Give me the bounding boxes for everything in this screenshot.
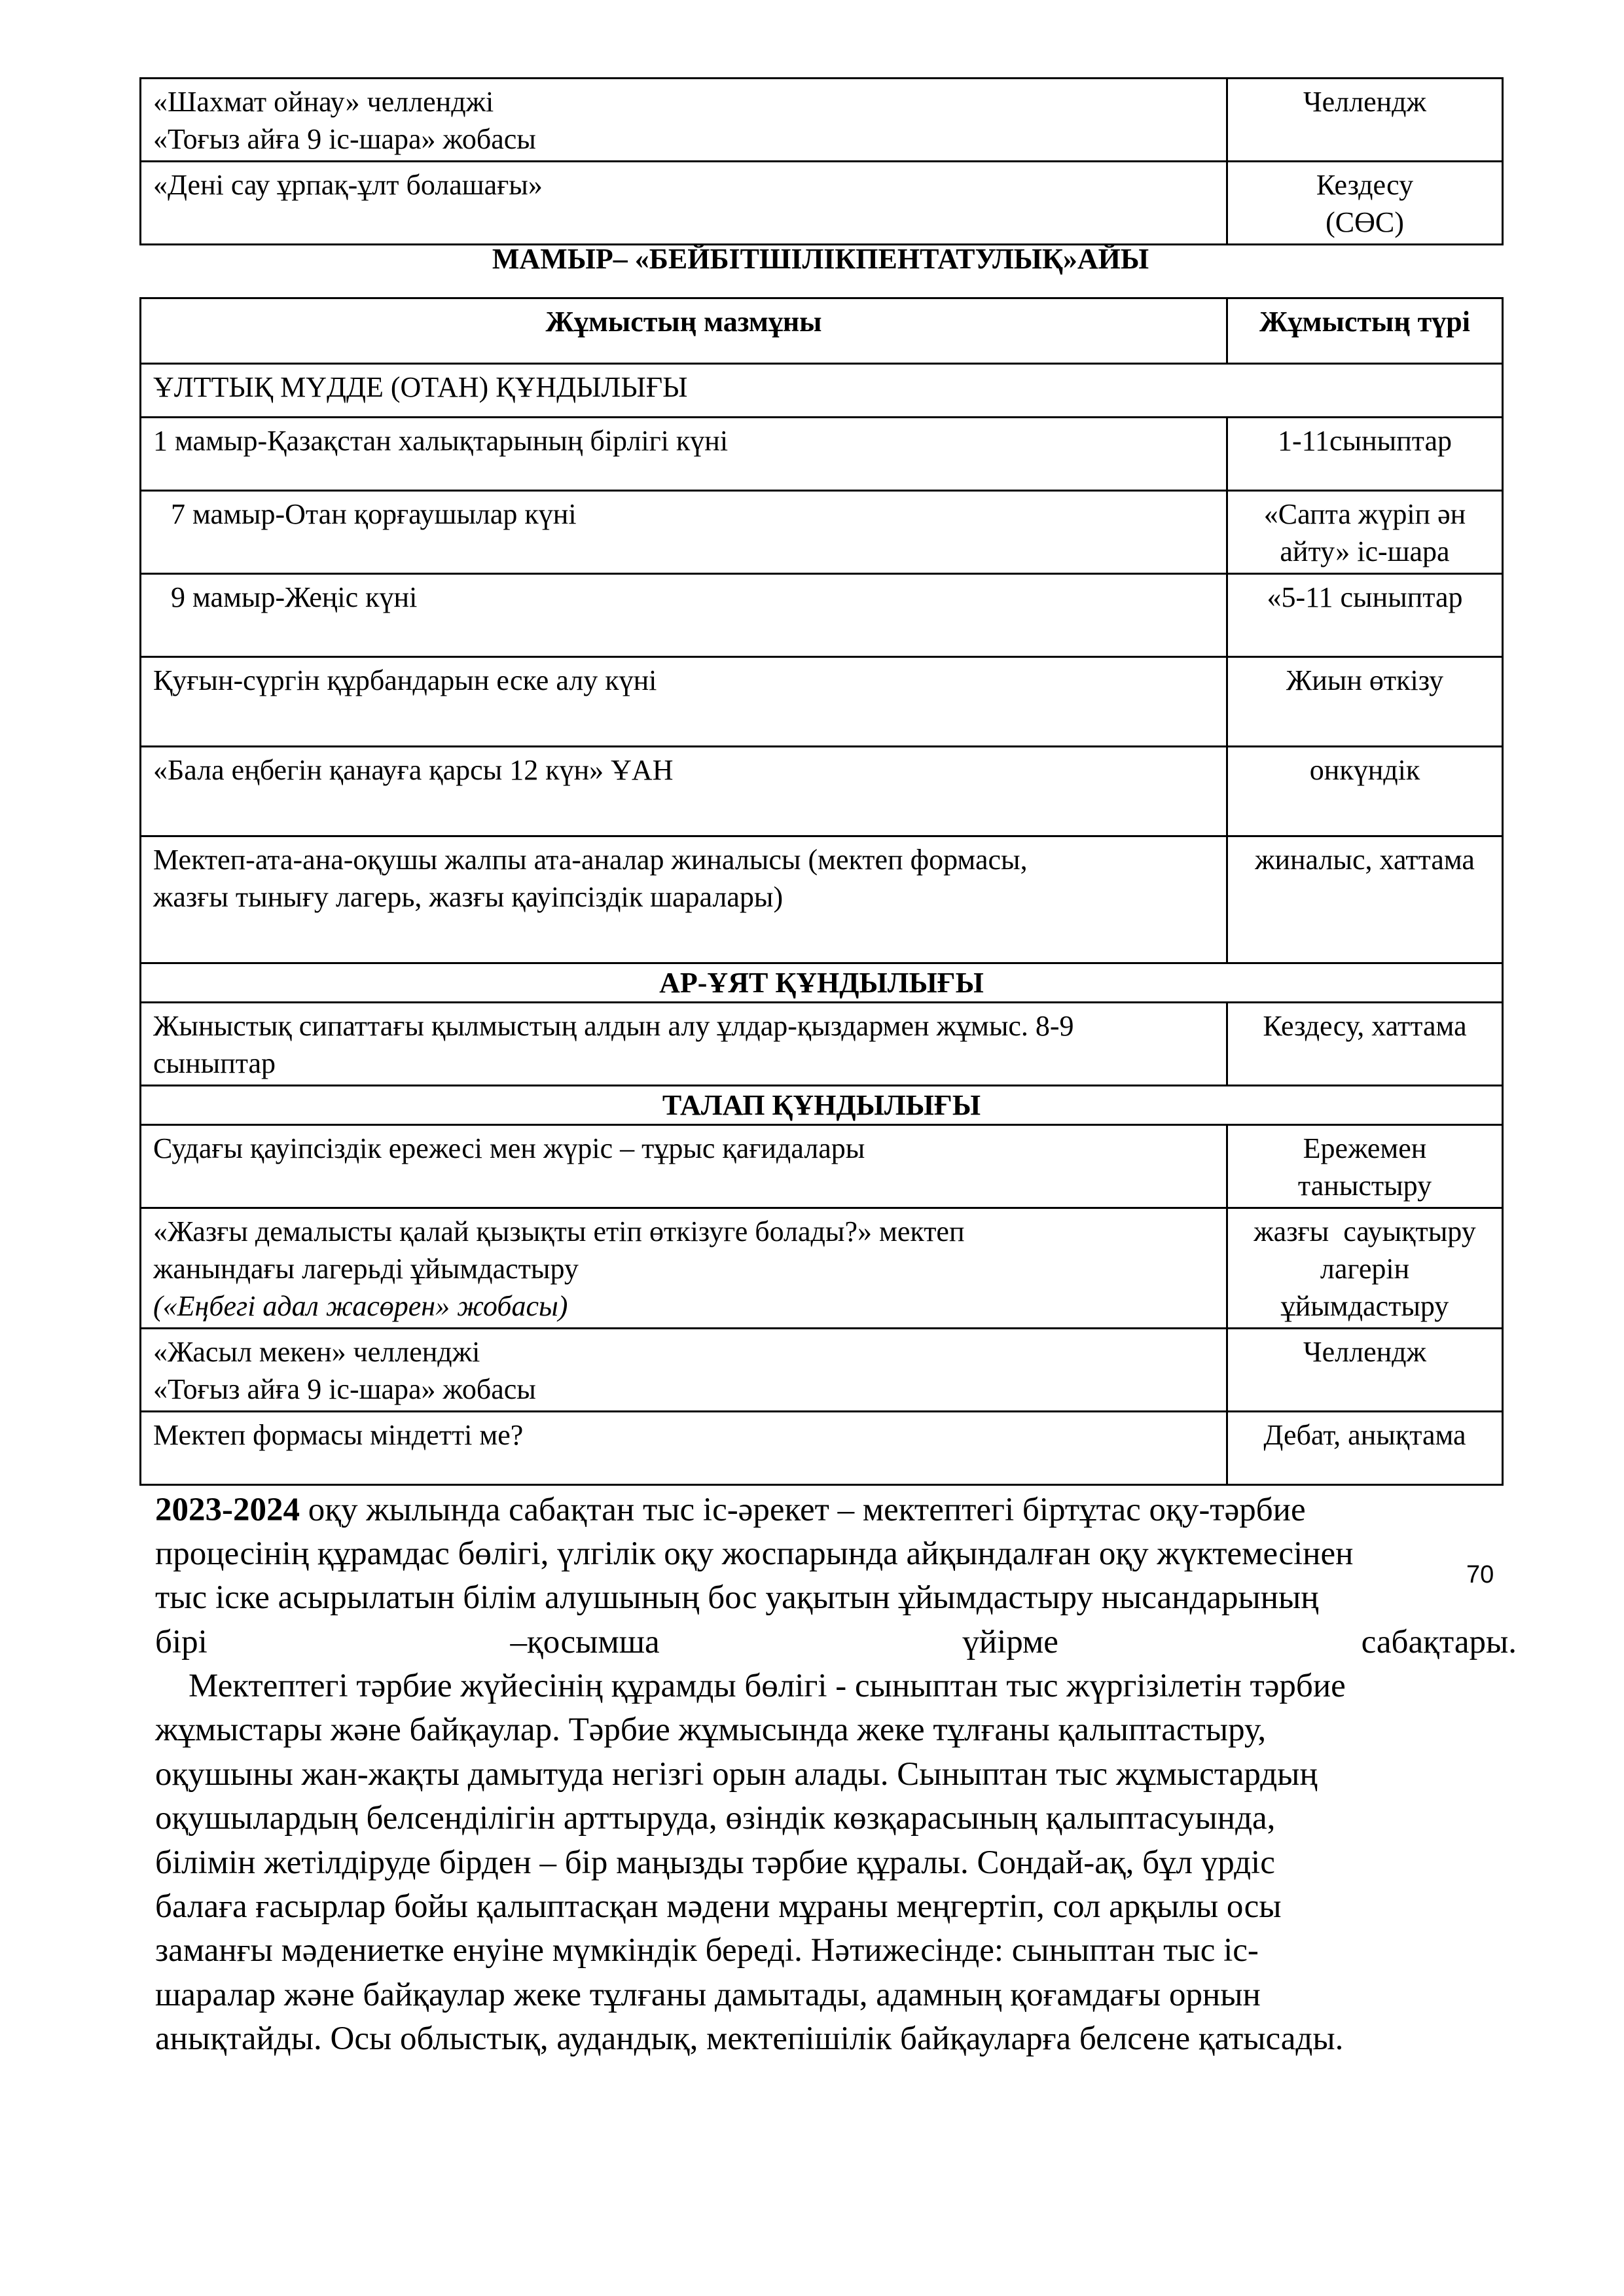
cell-line: сыныптар [153, 1047, 276, 1079]
type-cell: жиналыс, хаттама [1227, 836, 1503, 963]
paragraph-line: оқушыны жан-жақты дамытуда негізгі орын алады. Сыныптан тыс жұмыстардың [155, 1755, 1318, 1793]
content-cell [141, 1329, 1227, 1412]
section-row [141, 364, 1503, 418]
cell-line: «Дені сау ұрпақ-ұлт болашағы» [153, 169, 543, 201]
word: бірі [155, 1623, 208, 1660]
content-cell [141, 836, 1227, 963]
cell-line: айту» іс-шара [1280, 535, 1450, 567]
content-cell: 9 мамыр-Жеңіс күні [141, 574, 1227, 657]
type-cell: 1-11сыныптар [1227, 418, 1503, 491]
table-row [141, 1412, 1503, 1485]
content-cell [141, 1003, 1227, 1086]
cell-line: ұйымдастыру [1280, 1290, 1449, 1322]
cell-line: «Сапта жүріп ән [1263, 498, 1466, 530]
content-cell: Қуғын-сүргін құрбандарын еске алу күні [141, 657, 1227, 747]
table-row [141, 836, 1503, 963]
table-row [141, 1125, 1503, 1208]
table-row [141, 574, 1503, 657]
section-title-national: ҰЛТТЫҚ МҮДДЕ (ОТАН) ҚҰНДЫЛЫҒЫ [141, 364, 1503, 418]
cell-line: «Тоғыз айға 9 іс-шара» жобасы [153, 1373, 536, 1405]
cell-line: «Шахмат ойнау» челленджі [153, 86, 494, 118]
table-header-row [141, 298, 1503, 364]
paragraph-line: тыс іске асырылатын білім алушының бос уақытын ұйымдастыру нысандарының [155, 1579, 1319, 1617]
paragraph-line [155, 1488, 1517, 1532]
cell-line: Жыныстық сипаттағы қылмыстың алдын алу ұлдар-қыздармен жұмыс. 8-9 [153, 1010, 1074, 1042]
line-text: оқу жылында сабақтан тыс іс-әрекет – мектептегі біртұтас оқу-тәрбие [299, 1492, 1306, 1528]
content-cell: «Бала еңбегін қанауға қарсы 12 күн» ҰАН [141, 747, 1227, 836]
cell-line: жазғы сауықтыру [1254, 1215, 1476, 1247]
type-cell: Жиын өткізу [1227, 657, 1503, 747]
type-cell: Челлендж [1227, 1329, 1503, 1412]
content-cell [141, 162, 1227, 245]
type-cell [1227, 1208, 1503, 1329]
paragraph-line: заманғы мәдениетке енуіне мүмкіндік береді. Нәтижесінде: сыныптан тыс іс- [155, 1932, 1259, 1969]
top-table [139, 77, 1504, 245]
table-row [141, 1329, 1503, 1412]
cell-line: жазғы тынығу лагерь, жазғы қауіпсіздік шаралары) [153, 881, 784, 913]
cell-line: жанындағы лагерьді ұйымдастыру [153, 1253, 579, 1285]
type-cell [1227, 1125, 1503, 1208]
cell-line: Мектеп-ата-ана-оқушы жалпы ата-аналар жиналысы (мектеп формасы, [153, 844, 1028, 876]
table-row [141, 747, 1503, 836]
type-cell: «5-11 сыныптар [1227, 574, 1503, 657]
cell-line: «Жасыл мекен» челленджі [153, 1336, 480, 1368]
cell-line: таныстыру [1297, 1170, 1432, 1202]
paragraph-extracurricular-cont [155, 1532, 1517, 1664]
cell-line: Ережемен [1303, 1132, 1427, 1164]
section-title-honor: АР-ҰЯТ ҚҰНДЫЛЫҒЫ [141, 963, 1503, 1003]
type-cell: Кездесу, хаттама [1227, 1003, 1503, 1086]
paragraph-education-system [155, 1664, 1517, 2062]
paragraph-line: оқушылардың белсенділігін арттыруда, өзіндік көзқарасының қалыптасуында, [155, 1800, 1276, 1837]
paragraph-line: процесінің құрамдас бөлігі, үлгілік оқу жоспарында айқындалған оқу жүктемесінен [155, 1535, 1354, 1572]
table-row [141, 657, 1503, 747]
paragraph-line: шаралар және байқаулар жеке тұлғаны дамытады, адамның қоғамдағы орнын [155, 1976, 1261, 2013]
content-cell [141, 491, 1227, 574]
content-cell [141, 79, 1227, 162]
word: –қосымша [510, 1623, 660, 1660]
page-number: 70 [1466, 1561, 1494, 1588]
section-row [141, 1086, 1503, 1125]
cell-line: «Тоғыз айға 9 іс-шара» жобасы [153, 123, 536, 155]
paragraph-extracurricular [155, 1488, 1517, 1532]
paragraph-line: анықтайды. Осы облыстық, аудандық, мектепішілік байқауларға белсене қатысады. [155, 2020, 1344, 2058]
word: сабақтары. [1361, 1623, 1517, 1660]
cell-line: Кездесу [1316, 169, 1414, 201]
table-row [141, 1003, 1503, 1086]
type-cell [1227, 491, 1503, 574]
word: үйірме [962, 1623, 1058, 1660]
cell-line: (СӨС) [1326, 206, 1404, 238]
cell-line: 7 мамыр-Отан қорғаушылар күні [171, 498, 577, 530]
table-row [141, 1208, 1503, 1329]
paragraph-line: Мектептегі тәрбие жүйесінің құрамды бөлігі - сыныптан тыс жүргізілетін тәрбие [155, 1668, 1346, 1704]
table-row [141, 79, 1503, 162]
month-heading: МАМЫР– «БЕЙБІТШІЛІКПЕНТАТУЛЫҚ»АЙЫ [492, 243, 1149, 275]
paragraph-line [155, 1621, 1517, 1664]
type-cell: Дебат, анықтама [1227, 1412, 1503, 1485]
type-cell: Челлендж [1227, 79, 1503, 162]
paragraph-line: жұмыстары және байқаулар. Тәрбие жұмысында жеке тұлғаны қалыптастыру, [155, 1712, 1267, 1749]
cell-line: «Жазғы демалысты қалай қызықты етіп өткізуге болады?» мектеп [153, 1215, 965, 1247]
table-row [141, 491, 1503, 574]
table-row [141, 418, 1503, 491]
type-cell: онкүндік [1227, 747, 1503, 836]
paragraph-line: білімін жетілдіруде бірден – бір маңызды тәрбие құралы. Сондай-ақ, бұл үрдіс [155, 1844, 1275, 1881]
header-content: Жұмыстың мазмұны [141, 298, 1227, 364]
academic-year: 2023-2024 [155, 1492, 300, 1528]
content-cell: 1 мамыр-Қазақстан халықтарының бірлігі күні [141, 418, 1227, 491]
paragraph-line: балаға ғасырлар бойы қалыптасқан мәдени мұраны меңгертіп, сол арқылы осы [155, 1888, 1282, 1926]
main-table [139, 297, 1504, 1486]
cell-line: лагерін [1320, 1253, 1410, 1285]
content-cell: Мектеп формасы міндетті ме? [141, 1412, 1227, 1485]
project-note: («Еңбегі адал жасөрен» жобасы) [153, 1290, 568, 1322]
section-row [141, 963, 1503, 1003]
content-cell [141, 1208, 1227, 1329]
content-cell: Судағы қауіпсіздік ережесі мен жүріс – тұрыс қағидалары [141, 1125, 1227, 1208]
type-cell [1227, 162, 1503, 245]
header-type: Жұмыстың түрі [1227, 298, 1503, 364]
section-title-demand: ТАЛАП ҚҰНДЫЛЫҒЫ [141, 1086, 1503, 1125]
table-row [141, 162, 1503, 245]
